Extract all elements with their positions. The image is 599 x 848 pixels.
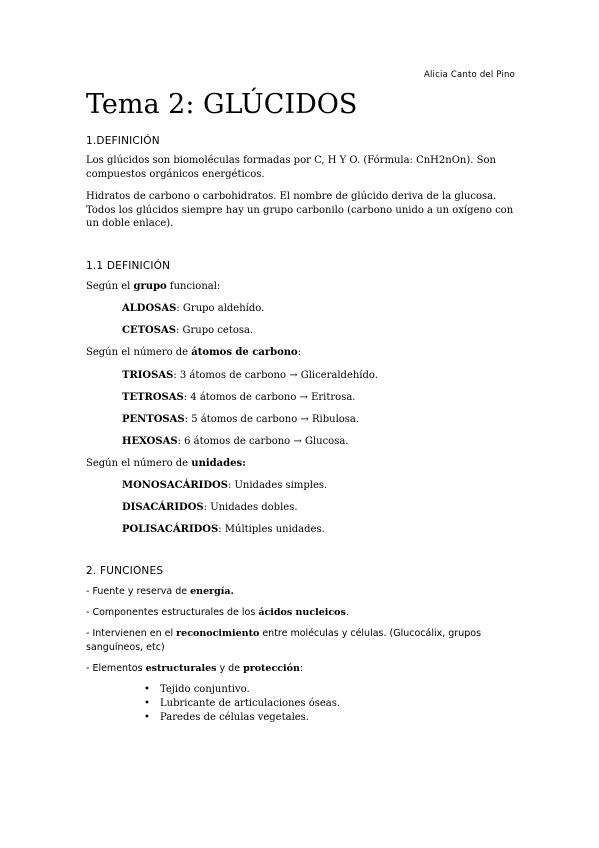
term-pentosas: PENTOSAS <box>122 413 185 425</box>
desc-triosas: : 3 átomos de carbono → Gliceraldehído. <box>173 369 378 381</box>
desc-disacaridos: : Unidades dobles. <box>203 502 298 513</box>
bullet-text: Tejido conjuntivo. <box>160 684 250 695</box>
funcion-reconocimiento-pre: - Intervienen en el <box>86 628 177 639</box>
term-cetosas: CETOSAS <box>122 325 176 336</box>
funcion-estructurales <box>86 662 516 676</box>
definicion-paragraph-1: Los glúcidos son biomoléculas formadas por C, H Y O. (Fórmula: CnH2nOn). Son compuestos orgánicos energéticos. <box>86 155 496 180</box>
criterio-atomos-post: : <box>297 347 302 358</box>
section-heading-clasificacion: 1.1 DEFINICIÓN <box>86 259 171 272</box>
term-tetrosas: TETROSAS <box>122 391 184 403</box>
criterio-unidades-pre: Según el número de <box>86 457 192 469</box>
term-triosas: TRIOSAS <box>122 369 174 381</box>
desc-cetosas: : Grupo cetosa. <box>175 325 254 336</box>
criterio-atomos <box>86 346 516 360</box>
list-item-hexosas <box>86 435 516 448</box>
list-item-aldosas <box>86 302 516 315</box>
funcion-acidos-post: . <box>345 607 349 618</box>
bullet-item <box>144 683 516 697</box>
list-item-tetrosas <box>86 391 516 404</box>
desc-tetrosas: : 4 átomos de carbono → Eritrosa. <box>183 391 356 403</box>
funcion-estructurales-post: : <box>299 663 304 674</box>
funcion-energia-bold: energía. <box>190 586 234 597</box>
list-item-monosacaridos <box>86 479 516 492</box>
criterio-grupo-pre: Según el <box>86 280 134 292</box>
funcion-acidos-bold: ácidos nucleicos <box>258 607 346 618</box>
section-heading-definicion: 1.DEFINICIÓN <box>86 135 160 147</box>
bullet-icon: • <box>144 712 150 723</box>
funcion-energia-pre: - Fuente y reserva de <box>86 586 191 597</box>
desc-polisacaridos: : Múltiples unidades. <box>218 524 325 535</box>
criterio-unidades <box>86 457 516 471</box>
page-title: Tema 2: GLÚCIDOS <box>86 89 358 120</box>
document-body <box>86 134 516 725</box>
criterio-grupo-bold: grupo <box>133 280 167 292</box>
author-name: Alicia Canto del Pino <box>423 70 515 80</box>
desc-pentosas: : 5 átomos de carbono → Ribulosa. <box>184 413 360 425</box>
funcion-reconocimiento <box>86 627 516 655</box>
term-hexosas: HEXOSAS <box>122 435 178 447</box>
funcion-reconocimiento-post: entre moléculas y células. (Glucocálix, grupos sanguíneos, etc) <box>86 628 482 653</box>
bullet-item <box>144 697 516 711</box>
term-monosacaridos: MONOSACÁRIDOS <box>122 480 228 491</box>
funcion-acidos-pre: - Componentes estructurales de los <box>86 607 259 618</box>
list-item-polisacaridos <box>86 523 516 536</box>
criterio-grupo <box>86 280 516 294</box>
bullet-icon: • <box>144 698 150 709</box>
desc-aldosas: : Grupo aldehído. <box>176 303 265 314</box>
section-heading-funciones: 2. FUNCIONES <box>86 565 164 577</box>
bullet-text: Paredes de células vegetales. <box>160 712 309 723</box>
funcion-acidos-nucleicos <box>86 606 516 620</box>
funcion-energia <box>86 585 516 599</box>
criterio-atomos-pre: Según el número de <box>86 347 192 358</box>
funcion-reconocimiento-bold: reconocimiento <box>176 628 260 639</box>
desc-monosacaridos: : Unidades simples. <box>227 480 328 491</box>
funcion-estructurales-bold-1: estructurales <box>145 663 217 674</box>
criterio-atomos-bold: átomos de carbono <box>191 347 298 358</box>
desc-hexosas: : 6 átomos de carbono → Glucosa. <box>177 435 349 447</box>
bullet-item <box>144 711 516 725</box>
definicion-paragraph-2: Hidratos de carbono o carbohidratos. El nombre de glúcido deriva de la glucosa. Todos los glúcidos siempre hay un grupo carbonilo (carbono unido a un oxígeno con un doble enlace). <box>86 191 514 229</box>
bullet-text: Lubricante de articulaciones óseas. <box>160 698 341 709</box>
list-item-triosas <box>86 369 516 382</box>
funcion-estructurales-mid: y de <box>216 663 244 674</box>
list-item-pentosas <box>86 413 516 426</box>
funcion-estructurales-bold-2: protección <box>243 663 300 674</box>
term-aldosas: ALDOSAS <box>122 303 177 314</box>
list-item-cetosas <box>86 324 516 337</box>
criterio-grupo-post: funcional: <box>166 280 221 292</box>
criterio-unidades-bold: unidades: <box>191 457 246 469</box>
term-disacaridos: DISACÁRIDOS <box>122 502 204 513</box>
funcion-estructurales-pre: - Elementos <box>86 663 146 674</box>
bullet-list <box>86 683 516 725</box>
list-item-disacaridos <box>86 501 516 514</box>
term-polisacaridos: POLISACÁRIDOS <box>122 524 219 535</box>
bullet-icon: • <box>144 684 150 695</box>
